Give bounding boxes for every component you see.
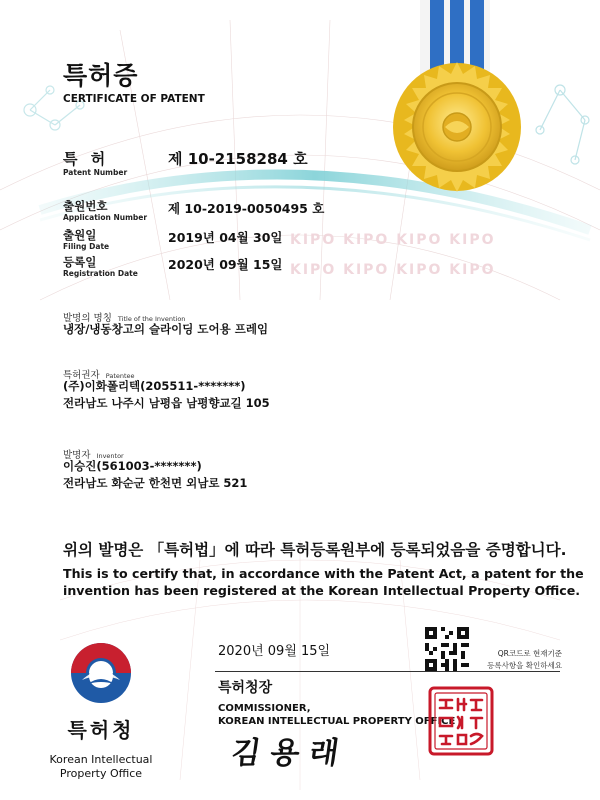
patent-label-en: Patent Number	[63, 168, 128, 177]
inventor-label-en: Inventor	[96, 452, 124, 460]
patent-number: 제 10-2158284 호	[168, 150, 308, 168]
invention-label-en: Title of the Invention	[117, 315, 186, 323]
qr-note-line-2: 등록사항을 확인하세요	[487, 661, 562, 670]
inventor-address: 전라남도 화순군 한천면 외남로 521	[63, 476, 248, 490]
kipo-name-kr: 특허청	[67, 718, 135, 742]
qr-code-icon[interactable]	[425, 627, 469, 671]
certificate-title: 특허증	[63, 61, 139, 90]
inventor-name: 이승진(561003-*******)	[63, 459, 202, 473]
qr-note-line-1: QR코드로 현재기준	[497, 649, 562, 658]
gold-seal-icon	[390, 60, 524, 194]
kipo-logo-icon	[68, 640, 134, 706]
commissioner-title-en-line-1: COMMISSIONER,	[218, 703, 311, 714]
patentee-label: 특허권자	[63, 370, 100, 381]
application-number: 제 10-2019-0050495 호	[168, 201, 325, 216]
official-stamp-icon	[428, 686, 494, 756]
commissioner-divider	[215, 671, 560, 672]
certification-en-line-2: invention has been registered at the Korean Intellectual Property Office.	[63, 583, 581, 598]
patentee-name: (주)이화폴리텍(205511-*******)	[63, 379, 246, 393]
filing-date: 2019년 04월 30일	[168, 230, 283, 245]
patentee-label-en: Patentee	[105, 372, 135, 380]
commissioner-title-kr: 특허청장	[218, 680, 273, 696]
certification-en-line-1: This is to certify that, in accordance with the Patent Act, a patent for the	[63, 566, 584, 581]
inventor-label: 발명자	[63, 450, 91, 461]
application-label-en: Application Number	[63, 213, 148, 222]
filing-label-en: Filing Date	[63, 242, 110, 251]
patentee-address: 전라남도 나주시 남평읍 남평향교길 105	[63, 396, 270, 410]
application-label: 출원번호	[63, 199, 108, 213]
certification-kr: 위의 발명은 「특허법」에 따라 특허등록원부에 등록되었음을 증명합니다.	[63, 541, 567, 559]
invention-label: 발명의 명칭	[63, 313, 112, 324]
watermark-line-1: KIPO KIPO KIPO KIPO	[290, 232, 496, 248]
commissioner-title-en-line-2: KOREAN INTELLECTUAL PROPERTY OFFICE	[218, 716, 456, 727]
registration-label: 등록일	[63, 255, 97, 269]
kipo-name-en-line-2: Property Office	[59, 767, 143, 780]
watermark-line-2: KIPO KIPO KIPO KIPO	[290, 262, 496, 278]
commissioner-signature: 김용래	[229, 736, 351, 771]
registration-label-en: Registration Date	[63, 269, 138, 278]
issue-date: 2020년 09월 15일	[218, 644, 331, 659]
patent-label: 특 허	[63, 150, 110, 168]
registration-date: 2020년 09월 15일	[168, 257, 283, 272]
filing-label: 출원일	[63, 228, 97, 242]
kipo-name-en-line-1: Korean Intellectual	[49, 753, 153, 766]
invention-title: 냉장/냉동창고의 슬라이딩 도어용 프레임	[63, 322, 269, 336]
certificate-title-en: CERTIFICATE OF PATENT	[63, 93, 205, 105]
